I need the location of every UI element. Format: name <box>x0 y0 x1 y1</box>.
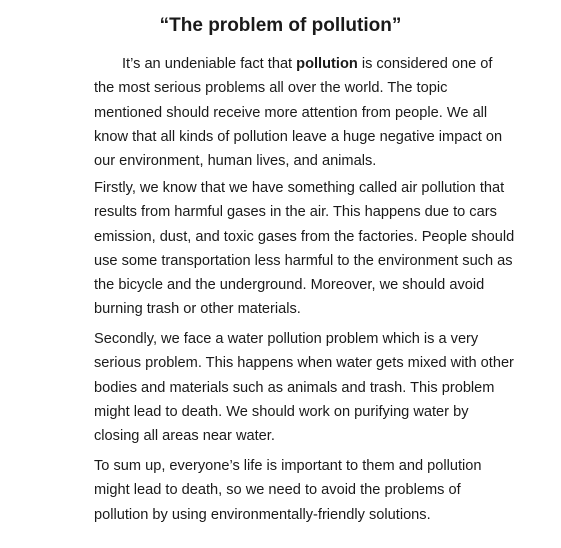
line-text: It’s an undeniable fact that <box>122 56 297 72</box>
paragraph-line: results from harmful gases in the air. This happens due to cars <box>94 204 497 221</box>
water-pollution-paragraph <box>94 327 556 448</box>
line-text: is considered one of <box>357 56 493 72</box>
paragraph-line: emission, dust, and toxic gases from the factories. People should <box>94 228 515 245</box>
paragraph-line: use some transportation less harmful to the environment such as <box>94 252 513 269</box>
paragraph-line: our environment, human lives, and animals. <box>94 153 377 170</box>
paragraph-line: the most serious problems all over the world. The topic <box>94 80 448 97</box>
paragraph-line: mentioned should receive more attention from people. We all <box>94 104 488 121</box>
document-title: “The problem of pollution” <box>159 15 402 36</box>
paragraph-line: might lead to death. We should work on purifying water by <box>94 403 469 420</box>
conclusion-paragraph <box>94 454 556 527</box>
paragraph-line: Secondly, we face a water pollution problem which is a very <box>94 331 479 347</box>
paragraph-line: closing all areas near water. <box>94 428 275 445</box>
paragraph-line: pollution by using environmentally-friendly solutions. <box>94 506 431 523</box>
intro-paragraph <box>94 52 556 173</box>
paragraph-line: know that all kinds of pollution leave a huge negative impact on <box>94 128 503 145</box>
paragraph-line: bodies and materials such as animals and trash. This problem <box>94 379 495 396</box>
air-pollution-paragraph <box>94 176 556 322</box>
paragraph-line: the bicycle and the underground. Moreover, we should avoid <box>94 277 485 294</box>
paragraph-line: might lead to death, so we need to avoid the problems of <box>94 482 461 499</box>
paragraph-line: serious problem. This happens when water gets mixed with other <box>94 355 514 372</box>
paragraph-line: Firstly, we know that we have something called air pollution that <box>94 180 505 196</box>
paragraph-line <box>94 52 556 76</box>
bold-keyword: pollution <box>296 56 358 72</box>
paragraph-line: burning trash or other materials. <box>94 301 301 318</box>
paragraph-line: To sum up, everyone’s life is important to them and pollution <box>94 458 482 474</box>
